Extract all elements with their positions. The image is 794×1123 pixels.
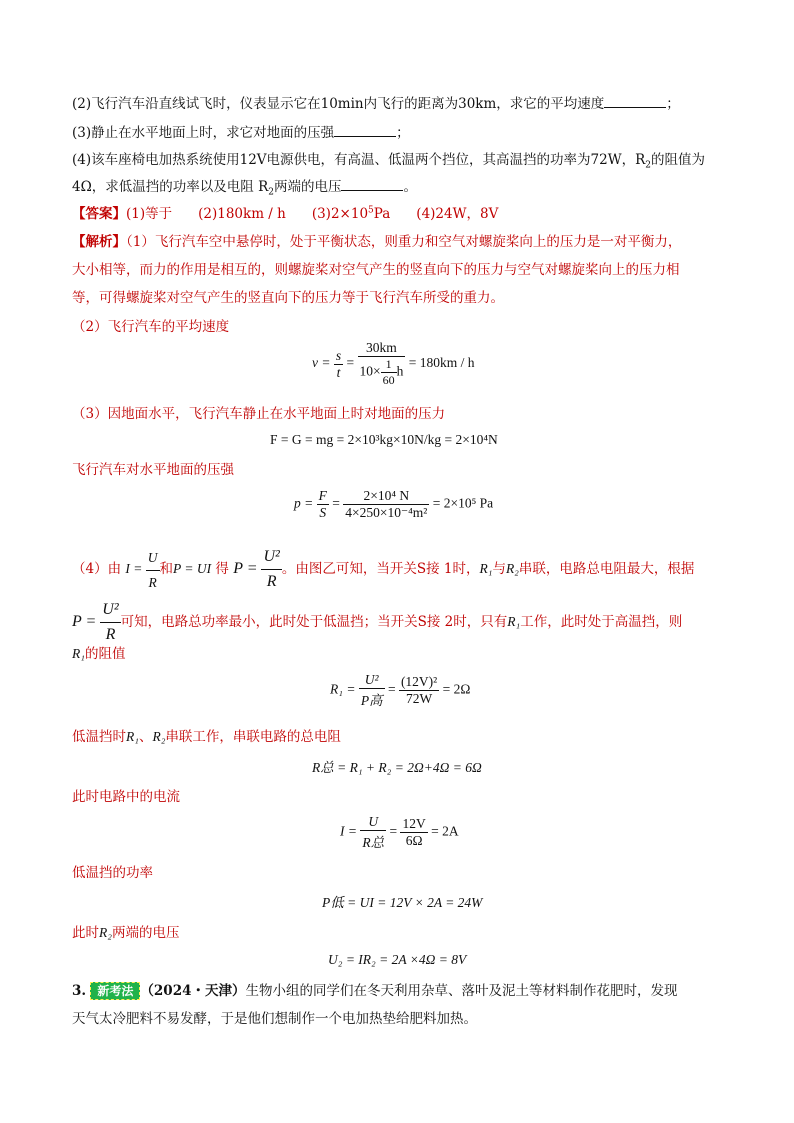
question-part-4-end: 的阻值为 (651, 152, 706, 168)
punct: ； (666, 96, 680, 112)
analysis-p4-l3 (72, 645, 125, 663)
analysis-p6 (72, 788, 180, 806)
analysis-text: 得 (215, 561, 229, 578)
eq-result: = 2A (431, 823, 459, 839)
numerator: (12V)² (400, 674, 438, 689)
denominator: R (266, 573, 277, 590)
analysis-p1-l2 (72, 261, 680, 279)
denominator: R (148, 574, 157, 590)
question-part-3 (72, 124, 410, 142)
denominator: R总 (362, 835, 385, 850)
eq-lhs: I = (340, 823, 357, 839)
question-part-4-line1 (72, 151, 705, 169)
numerator: 2×10⁴ N (343, 488, 429, 505)
numerator: 30km (358, 340, 406, 357)
analysis-text: （1）飞行汽车空中悬停时，处于平衡状态，则重力和空气对螺旋桨向上的压力是一对平衡力， (126, 234, 682, 250)
analysis-text: （3）因地面水平，飞行汽车静止在水平地面上时对地面的压力 (72, 406, 446, 422)
eq-text: U₂ = IR₂ = 2A ×4Ω = 8V (328, 952, 467, 967)
analysis-text: 、 (138, 729, 153, 745)
question-number: 3. (72, 983, 87, 999)
formula-lhs: P = (72, 613, 97, 631)
analysis-text: 工作，此时处于高温挡，则 (520, 614, 683, 631)
symbol-R2: R₂ (99, 925, 112, 940)
numerator: 12V (402, 816, 426, 831)
answer-line (72, 205, 498, 223)
question-part-2-text: (2)飞行汽车沿直线试飞时，仪表显示它在10min内飞行的距离为30km，求它的平均速度 (72, 96, 605, 112)
den-unit: h (396, 363, 404, 379)
analysis-text: 此时电路中的电流 (72, 789, 180, 805)
analysis-text: （4）由 (72, 561, 122, 578)
question-part-3-text: (3)静止在水平地面上时，求它对地面的压强 (72, 125, 335, 141)
denominator: t (336, 364, 341, 380)
answer-1: (1)等于 (126, 206, 173, 222)
numerator: 1 (381, 357, 397, 373)
den-part: 10× (359, 363, 381, 379)
question-part-4-line2 (72, 178, 417, 196)
analysis-text: 串联工作，串联电路的总电阻 (165, 729, 341, 745)
question-3-line2 (72, 1010, 477, 1028)
symbol-R1: R₁ (72, 646, 85, 661)
analysis-p4-l2 (72, 598, 682, 647)
fraction-value (358, 340, 406, 388)
fraction-s-t (334, 348, 343, 381)
answer-4: (4)24W，8V (416, 206, 499, 222)
answer-3: (3)2×10 (311, 206, 369, 222)
velocity-equation: v = $\frac{s}{t}$ = 30km 10× $\frac{1}{60}$ h = 180km / h (312, 340, 475, 387)
question-part-4-end2: 两端的电压 (273, 179, 342, 195)
fraction-value (400, 816, 427, 849)
answer-blank (341, 178, 403, 191)
denominator: 6Ω (405, 833, 423, 848)
analysis-text: 的阻值 (84, 646, 126, 662)
eq-lhs: v = (312, 355, 331, 371)
fraction-U-R (360, 814, 386, 851)
inline-formula-power: P = UI (173, 561, 212, 577)
analysis-label: 【解析】 (72, 234, 126, 250)
eq-text: F = G = mg = 2×10³kg×10N/kg = 2×10⁴N (270, 432, 498, 447)
analysis-p5 (72, 728, 341, 746)
total-resistance-equation (312, 756, 482, 776)
analysis-p1-l3 (72, 289, 504, 307)
denominator: 4×250×10⁻⁴m² (345, 505, 428, 520)
new-method-badge: 新考法 (90, 982, 140, 1000)
question-source: （2024・天津） (140, 983, 246, 999)
eq-result: = 2Ω (442, 681, 471, 697)
low-power-equation (322, 891, 482, 911)
punct: 。 (403, 179, 417, 195)
voltage-equation (328, 952, 466, 968)
eq-lhs: R₁ = (330, 681, 356, 697)
numerator: U (360, 814, 386, 831)
fraction-value (399, 674, 439, 707)
analysis-text: 串联，电路总电阻最大，根据 (518, 561, 695, 578)
numerator: s (335, 347, 342, 363)
eq-result: = 2×10⁵ Pa (432, 495, 494, 511)
analysis-text: 等，可得螺旋桨对空气产生的竖直向下的压力等于飞行汽车所受的重力。 (72, 290, 504, 306)
answer-blank (604, 95, 666, 108)
analysis-text: 和 (159, 561, 173, 578)
numerator: U (146, 546, 160, 571)
denominator: R (105, 626, 116, 643)
pressure-equation: p = $\frac{F}{S}$ = $\frac{\text{2×10⁴ N}}{\text{4×250×10⁻⁴m²}}$ = 2×10⁵ Pa (294, 488, 494, 520)
fraction-U2-P (359, 672, 385, 709)
inline-formula-power2 (233, 548, 282, 590)
r1-equation: R₁ = $\frac{\text{U²}}{\text{P高}}$ = $\frac{\text{(12V)²}}{72W}$ = 2Ω (330, 672, 471, 708)
fraction-value (343, 488, 429, 521)
analysis-p8 (72, 924, 179, 942)
analysis-text: 低温挡时 (72, 729, 126, 745)
inline-formula-ohm (125, 549, 159, 590)
answer-label: 【答案】 (72, 206, 126, 222)
denominator: P高 (360, 693, 383, 708)
analysis-text: 可知，电路总功率最小，此时处于低温挡；当开关S接 2时，只有 (120, 614, 508, 631)
formula-lhs: I = (125, 561, 143, 577)
answer-3-exp: 5 (368, 205, 374, 216)
question-part-4-text2: 4Ω，求低温挡的功率以及电阻 R (72, 179, 269, 195)
punct: ； (396, 125, 410, 141)
symbol-R2: R₂ (152, 729, 166, 744)
answer-2: (2)180km / h (198, 206, 286, 222)
answer-blank (334, 124, 396, 137)
denominator: 72W (405, 691, 433, 706)
fraction-U2-R (100, 598, 120, 647)
fraction-U2-R (261, 545, 281, 594)
analysis-p7 (72, 864, 153, 882)
symbol-R1: R₁ (126, 729, 139, 744)
question-text: 生物小组的同学们在冬天利用杂草、落叶及泥土等材料制作花肥时，发现 (245, 983, 678, 999)
eq-text: P低 = UI = 12V × 2A = 24W (322, 895, 483, 910)
analysis-text: 。由图乙可知，当开关S接 1时， (281, 561, 480, 578)
analysis-text: 与 (492, 561, 506, 578)
analysis-text: 大小相等，而力的作用是相互的，则螺旋桨对空气产生的竖直向下的压力与空气对螺旋桨向上的压力相 (72, 262, 680, 278)
analysis-text: 低温挡的功率 (72, 865, 153, 881)
symbol-R2: R₂ (505, 561, 519, 577)
numerator: F (318, 488, 327, 503)
force-equation (270, 432, 498, 448)
analysis-text: 两端的电压 (111, 925, 180, 941)
answer-3-unit: Pa (373, 206, 391, 222)
question-part-4-text: (4)该车座椅电加热系统使用12V电源供电，有高温、低温两个挡位，其高温挡的功率为72W，R (72, 152, 646, 168)
analysis-p3 (72, 405, 445, 423)
subscript: 2 (268, 187, 274, 198)
analysis-p2 (72, 318, 229, 336)
current-equation: I = $\frac{U}{\text{R总}}$ = $\frac{12V}{6\Omega}$ = 2A (340, 814, 459, 850)
symbol-R1: R₁ (507, 614, 521, 630)
analysis-p4-l1 (72, 545, 694, 595)
analysis-p3b (72, 461, 234, 479)
denominator: 60 (382, 373, 395, 387)
inline-formula-power2 (72, 601, 121, 643)
question-part-2 (72, 95, 680, 113)
numerator: U² (359, 672, 385, 689)
analysis-text: 此时 (72, 925, 99, 941)
denominator (358, 357, 406, 388)
fraction-F-S (317, 488, 329, 521)
question-text: 天气太冷肥料不易发酵，于是他们想制作一个电加热垫给肥料加热。 (72, 1011, 477, 1027)
analysis-text: （2）飞行汽车的平均速度 (72, 319, 230, 335)
analysis-text: 飞行汽车对水平地面的压强 (72, 462, 234, 478)
eq-result: = 180km / h (408, 355, 475, 371)
formula-lhs: P = (233, 560, 258, 578)
numerator: U² (261, 545, 281, 570)
denominator: S (319, 505, 327, 520)
symbol-R1: R₁ (479, 561, 493, 577)
analysis-p1-l1 (72, 233, 681, 251)
fraction-1-60 (381, 357, 397, 388)
question-3-line1 (72, 982, 677, 1000)
numerator: U² (100, 598, 120, 623)
eq-lhs: p = (294, 495, 314, 511)
eq-text: R总 = R₁ + R₂ = 2Ω+4Ω = 6Ω (312, 760, 482, 775)
fraction-U-R (146, 546, 160, 595)
subscript: 2 (645, 160, 652, 171)
